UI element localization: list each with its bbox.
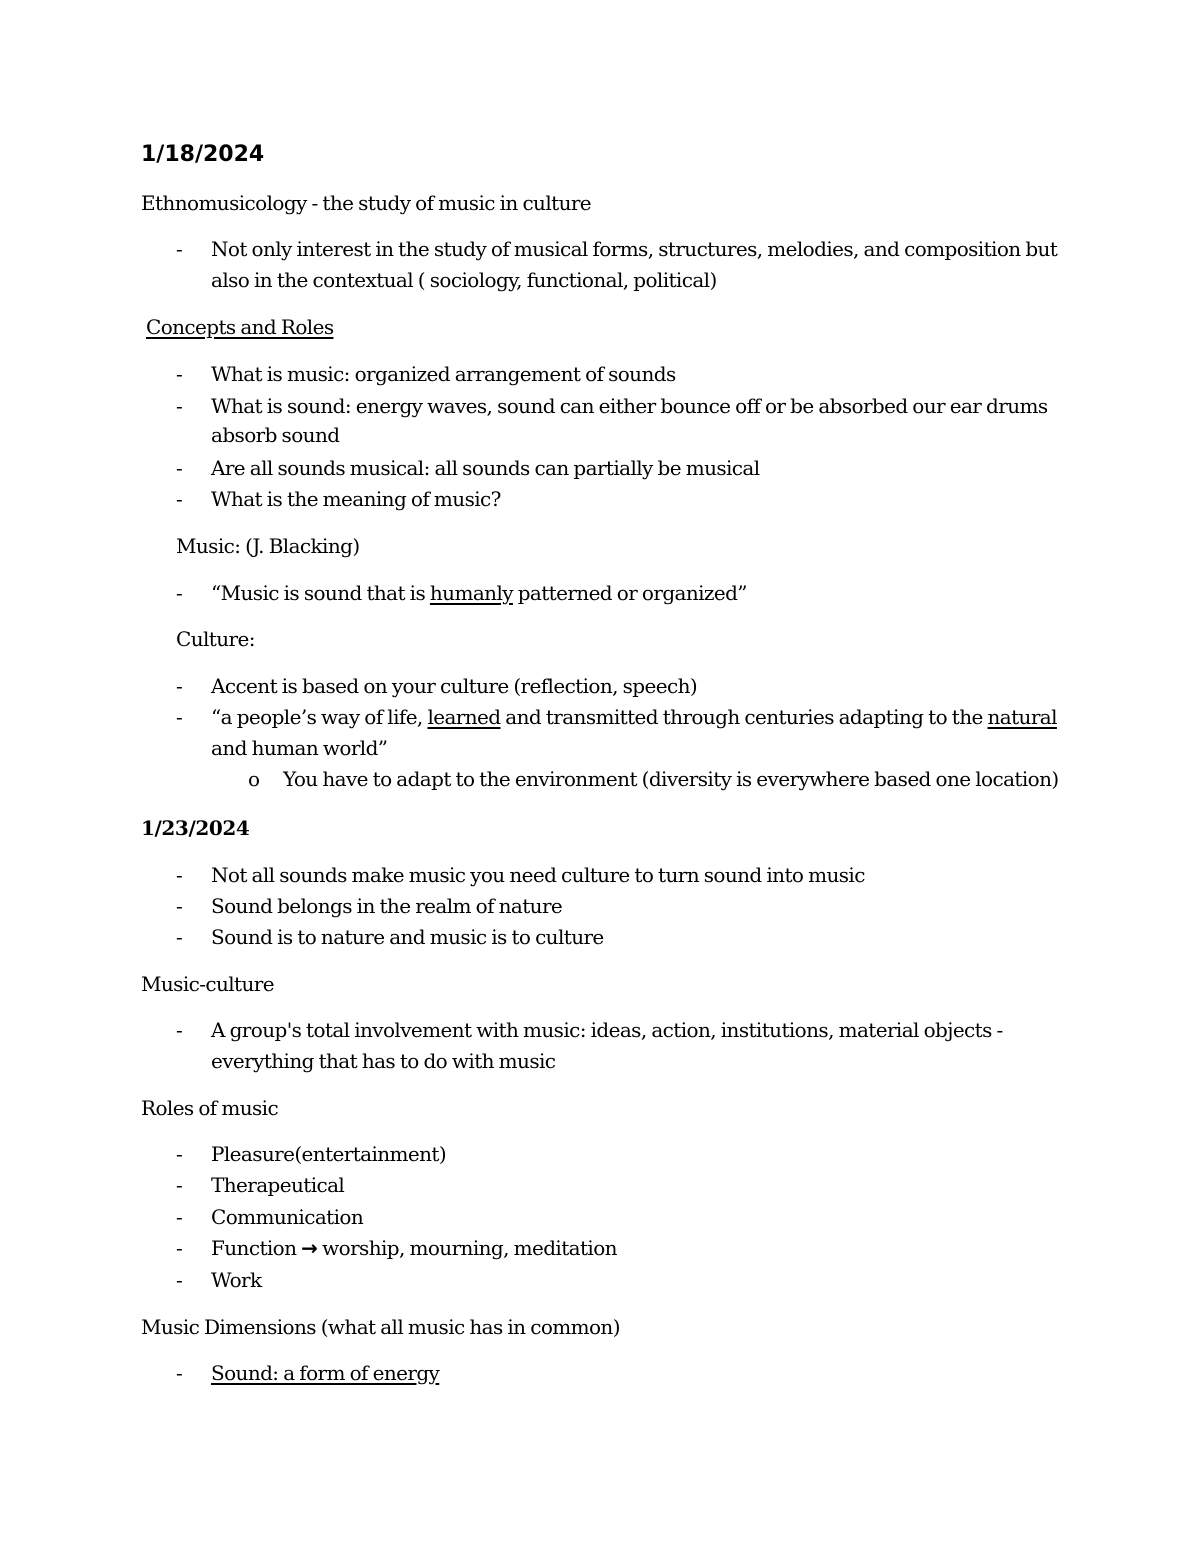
dimensions-heading: Music Dimensions (what all music has in common) bbox=[141, 1315, 620, 1339]
culture-heading: Culture: bbox=[176, 627, 255, 651]
bullet-dash: - bbox=[176, 362, 183, 386]
sub-list-item: You have to adapt to the environment (diversity is everywhere based one location) bbox=[283, 767, 1059, 791]
bullet-dash: - bbox=[176, 1361, 183, 1385]
list-item: Sound belongs in the realm of nature bbox=[211, 894, 563, 918]
quote-underlined-word: natural bbox=[987, 705, 1057, 729]
list-item: What is the meaning of music? bbox=[211, 487, 501, 511]
bullet-dash: - bbox=[176, 487, 183, 511]
ethnomusicology-definition: Ethnomusicology - the study of music in culture bbox=[141, 191, 592, 215]
bullet-dash: - bbox=[176, 1142, 183, 1166]
bullet-dash: - bbox=[176, 894, 183, 918]
quote-text: “a people’s way of life, bbox=[211, 705, 428, 729]
list-item-continuation: absorb sound bbox=[211, 423, 340, 447]
music-culture-heading: Music-culture bbox=[141, 972, 274, 996]
list-item: What is music: organized arrangement of sounds bbox=[211, 362, 676, 386]
list-item: Sound: a form of energy bbox=[211, 1361, 440, 1385]
quote-underlined-word: learned bbox=[427, 705, 501, 729]
list-item: What is sound: energy waves, sound can either bounce off or be absorbed our ear drums bbox=[211, 394, 1048, 418]
concepts-heading: Concepts and Roles bbox=[146, 315, 334, 339]
list-item-label: Function bbox=[211, 1236, 297, 1260]
list-item: Not all sounds make music you need culture to turn sound into music bbox=[211, 863, 865, 887]
culture-quote bbox=[211, 704, 1057, 730]
bullet-dash: - bbox=[176, 1268, 183, 1292]
music-blacking-heading: Music: (J. Blacking) bbox=[176, 534, 360, 558]
blacking-quote bbox=[211, 580, 747, 606]
bullet-dash: - bbox=[176, 394, 183, 418]
list-item: Sound is to nature and music is to culture bbox=[211, 925, 604, 949]
bullet-dash: - bbox=[176, 705, 183, 729]
arrow-right-icon: → bbox=[301, 1236, 318, 1260]
quote-text: patterned or organized” bbox=[512, 581, 747, 605]
bullet-dash: - bbox=[176, 1018, 183, 1042]
bullet-dash: - bbox=[176, 925, 183, 949]
roles-heading: Roles of music bbox=[141, 1096, 279, 1120]
quote-text: “Music is sound that is bbox=[211, 581, 430, 605]
bullet-dash: - bbox=[176, 1205, 183, 1229]
bullet-dash: - bbox=[176, 456, 183, 480]
list-item: Work bbox=[211, 1268, 262, 1292]
list-item-continuation: everything that has to do with music bbox=[211, 1049, 556, 1073]
bullet-text-continuation: also in the contextual ( sociology, functional, political) bbox=[211, 268, 717, 292]
bullet-dash: - bbox=[176, 581, 183, 605]
quote-text: and transmitted through centuries adapting to the bbox=[500, 705, 988, 729]
bullet-dash: - bbox=[176, 1173, 183, 1197]
list-item-detail: worship, mourning, meditation bbox=[322, 1236, 617, 1260]
bullet-dash: - bbox=[176, 863, 183, 887]
date-heading-2: 1/23/2024 bbox=[141, 816, 250, 840]
list-item: Communication bbox=[211, 1205, 364, 1229]
list-item: Therapeutical bbox=[211, 1173, 345, 1197]
list-item: Pleasure(entertainment) bbox=[211, 1142, 447, 1166]
date-heading-1: 1/18/2024 bbox=[141, 142, 265, 167]
bullet-dash: - bbox=[176, 1236, 183, 1260]
list-item: Accent is based on your culture (reflection, speech) bbox=[211, 674, 698, 698]
bullet-circle: o bbox=[248, 767, 261, 791]
list-item: Are all sounds musical: all sounds can partially be musical bbox=[211, 456, 760, 480]
culture-quote-continuation: and human world” bbox=[211, 736, 388, 760]
bullet-dash: - bbox=[176, 237, 183, 261]
bullet-text: Not only interest in the study of musical forms, structures, melodies, and composition but bbox=[211, 237, 1058, 261]
list-item-function bbox=[211, 1235, 617, 1261]
list-item: A group's total involvement with music: ideas, action, institutions, material objects - bbox=[211, 1018, 1003, 1042]
quote-underlined-word: humanly bbox=[429, 581, 513, 605]
bullet-dash: - bbox=[176, 674, 183, 698]
